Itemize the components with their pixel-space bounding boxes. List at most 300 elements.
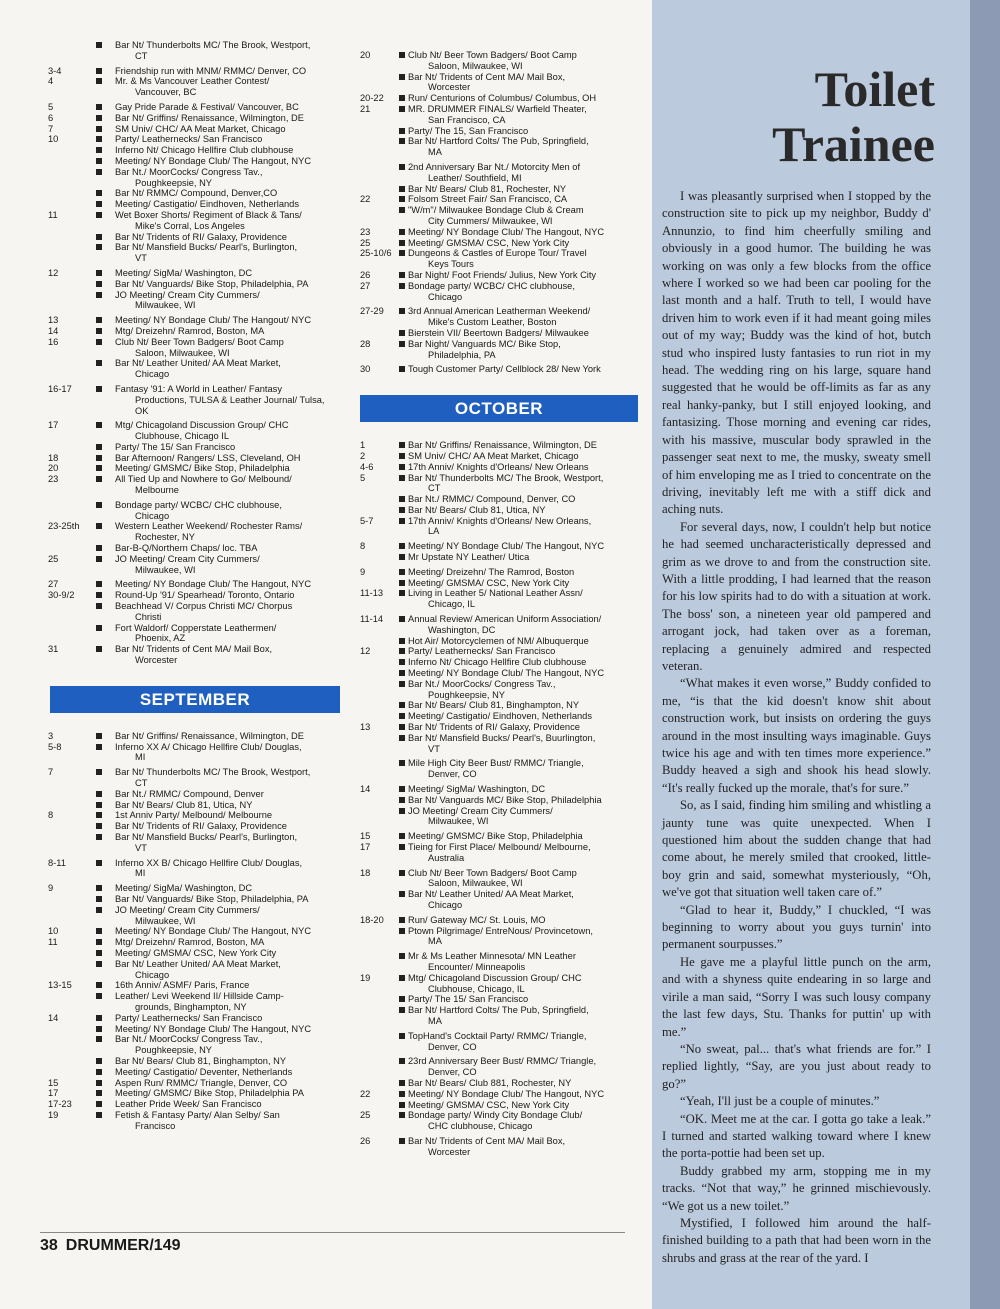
event-line: Mr Upstate NY Leather/ Utica (408, 552, 530, 563)
calendar-event (48, 959, 340, 981)
event-text (115, 474, 340, 496)
event-line: Wet Boxer Shorts/ Regiment of Black & Tans/ (115, 209, 302, 220)
event-text (115, 463, 340, 474)
event-text (408, 951, 638, 973)
event-text (408, 238, 638, 249)
story-title (700, 62, 935, 172)
calendar-event (48, 76, 340, 98)
event-text (408, 1100, 638, 1111)
event-line: Bar Nt/ Leather United/ AA Meat Market, (408, 889, 574, 900)
event-line: 17th Anniv/ Knights d'Orleans/ New Orleans (408, 461, 589, 472)
event-text (408, 1005, 638, 1027)
event-line: 3rd Annual American Leatherman Weekend/ (408, 306, 591, 317)
event-text (115, 926, 340, 937)
event-text (115, 124, 340, 135)
event-text (408, 657, 638, 668)
event-text (408, 1089, 638, 1100)
bullet-icon (399, 138, 405, 144)
event-line: Meeting/ NY Bondage Club/ The Hangout, NYC (115, 155, 312, 166)
event-line: All Tied Up and Nowhere to Go/ Melbound/ (115, 474, 292, 485)
event-text (115, 279, 340, 290)
calendar-event (48, 800, 340, 811)
bullet-icon (399, 808, 405, 814)
event-text (408, 889, 638, 911)
bullet-icon (96, 476, 102, 482)
event-date: 11 (48, 209, 58, 220)
event-text (408, 552, 638, 563)
event-line: Mr. & Ms Vancouver Leather Contest/ (115, 76, 270, 87)
bullet-icon (96, 982, 102, 988)
event-text (115, 76, 340, 98)
event-text (408, 795, 638, 806)
event-line: Party/ Leathernecks/ San Francisco (408, 646, 556, 657)
event-text (408, 126, 638, 137)
event-line: Meeting/ NY Bondage Club/ The Hangout, NYC (408, 1088, 605, 1099)
calendar-event (48, 1013, 340, 1024)
event-text (115, 905, 340, 927)
bullet-icon (399, 554, 405, 560)
event-line: Bar Night/ Foot Friends/ Julius, New York City (408, 269, 597, 280)
bullet-icon (96, 190, 102, 196)
bullet-icon (399, 128, 405, 134)
bullet-icon (399, 95, 405, 101)
bullet-icon (96, 556, 102, 562)
calendar-event (48, 1067, 340, 1078)
event-text (408, 679, 638, 701)
event-date: 13 (360, 722, 371, 733)
event-text (115, 1088, 340, 1099)
bullet-icon (96, 950, 102, 956)
event-line: Mr & Ms Leather Minnesota/ MN Leather (408, 951, 576, 962)
event-line: Fort Waldorf/ Copperstate Leathermen/ (115, 622, 277, 633)
bullet-icon (399, 1007, 405, 1013)
event-line: MR. DRUMMER FINALS/ Warfield Theater, (408, 103, 587, 114)
event-date: 26 (360, 1135, 371, 1146)
calendar-event (360, 831, 638, 842)
bullet-icon (399, 196, 405, 202)
bullet-icon (96, 592, 102, 598)
calendar-event (48, 442, 340, 453)
event-text (115, 991, 340, 1013)
bullet-icon (96, 1058, 102, 1064)
event-line: Bar Nt/ Tridents of Cent MA/ Mail Box, (115, 644, 273, 655)
event-line-continued: Mike's Corral, Los Angeles (135, 220, 245, 231)
bullet-icon (399, 518, 405, 524)
event-line: Leather/ Levi Weekend II/ Hillside Camp- (115, 991, 284, 1002)
event-line: Aspen Run/ RMMC/ Triangle, Denver, CO (115, 1077, 288, 1088)
bullet-icon (96, 603, 102, 609)
event-line: Bar Nt./ RMMC/ Compound, Denver (115, 788, 264, 799)
page-edge (970, 0, 1000, 1309)
event-date: 27-29 (360, 306, 384, 317)
calendar-event (360, 462, 638, 473)
event-text (408, 668, 638, 679)
event-line: Bar Nt./ MoorCocks/ Congress Tav., (115, 1034, 263, 1045)
event-line: Bondage party/ WCBC/ CHC clubhouse, (115, 499, 282, 510)
calendar-event (360, 733, 638, 755)
event-line: Meeting/ GMSMC/ Bike Stop, Philadelphia (408, 831, 583, 842)
event-line: Bar Nt/ Bears/ Club 81, Binghampton, NY (115, 1055, 287, 1066)
bullet-icon (399, 724, 405, 730)
event-line-continued: Keys Tours (428, 259, 474, 270)
event-text (115, 543, 340, 554)
event-text (115, 40, 340, 62)
event-line-continued: Milwaukee, WI (135, 564, 196, 575)
event-line: Meeting/ Dreizehn/ The Ramrod, Boston (408, 566, 575, 577)
calendar-event (48, 40, 340, 62)
bullet-icon (399, 52, 405, 58)
bullet-icon (96, 104, 102, 110)
bullet-icon (399, 670, 405, 676)
event-line: Bar Nt./ MoorCocks/ Congress Tav., (115, 166, 263, 177)
story-paragraph: For several days, now, I couldn't help but notice he had seemed uncharacteristically depressed and grim as we drove to and from the construction site. With a little prodding, I had learned that the reason for his low spirits had to do with a situation at work. The boss' son, a nineteen year old pampered and arrogant jock, had taken over as a foreman, replacing a genuinely admired and respected veteran. (662, 519, 931, 673)
event-line: "W/m"/ Milwaukee Bondage Club & Cream (408, 205, 584, 216)
event-line: Club Nt/ Beer Town Badgers/ Boot Camp (115, 336, 284, 347)
event-text (115, 858, 340, 880)
calendar-event (360, 270, 638, 281)
calendar-event (360, 994, 638, 1005)
event-text (408, 831, 638, 842)
event-line: Inferno XX B/ Chicago Hellfire Club/ Douglas, (115, 857, 303, 868)
calendar-event (48, 926, 340, 937)
bullet-icon (96, 234, 102, 240)
event-line-continued: VT (135, 253, 147, 264)
calendar-event (360, 440, 638, 451)
calendar-event (48, 832, 340, 854)
event-line-continued: Leather/ Southfield, MI (428, 172, 522, 183)
calendar-event (360, 516, 638, 538)
event-date: 23 (48, 474, 59, 485)
bullet-icon (96, 896, 102, 902)
event-date: 18 (360, 867, 371, 878)
bullet-icon (96, 317, 102, 323)
event-text (408, 136, 638, 158)
event-line: Bar Nt/ Griffins/ Renaissance, Wilmington, DE (408, 440, 597, 451)
event-line: Bar Nt/ Bears/ Club 81, Utica, NY (408, 504, 546, 515)
event-text (115, 134, 340, 145)
event-line: Annual Review/ American Uniform Association/ (408, 614, 602, 625)
bullet-icon (399, 1138, 405, 1144)
event-line: Meeting/ GMSMA/ CSC, New York City (115, 947, 277, 958)
event-text (115, 232, 340, 243)
event-date: 3 (48, 730, 54, 741)
event-date: 3-4 (48, 65, 62, 76)
event-date: 4-6 (360, 461, 374, 472)
page-footer (40, 1237, 180, 1255)
bullet-icon (399, 616, 405, 622)
calendar-event (360, 328, 638, 339)
event-line-continued: CT (135, 778, 148, 789)
event-line-continued: LA (428, 526, 440, 537)
calendar-event (48, 991, 340, 1013)
event-text (115, 623, 340, 645)
bullet-icon (399, 681, 405, 687)
october-event-list (360, 440, 638, 1157)
bullet-icon (96, 581, 102, 587)
bullet-icon (399, 996, 405, 1002)
event-line: Bar Nt/ Bears/ Club 81, Utica, NY (115, 799, 253, 810)
calendar-column-middle (360, 50, 638, 1158)
calendar-event (48, 167, 340, 189)
event-line-continued: Milwaukee, WI (428, 816, 489, 827)
story-paragraph: “No sweat, pal... that's what friends are for.” I replied lightly, “Say, are you just about ready to go?” (662, 1041, 931, 1091)
event-text (408, 578, 638, 589)
event-line: Fetish & Fantasy Party/ Alan Selby/ San (115, 1109, 280, 1120)
event-line-continued: Poughkeepsie, NY (428, 689, 506, 700)
event-line-continued: VT (428, 743, 440, 754)
event-text (115, 800, 340, 811)
calendar-event (48, 290, 340, 312)
calendar-event (360, 184, 638, 195)
event-line: Mtg/ Chicagoland Discussion Group/ CHC (408, 972, 582, 983)
bullet-icon (96, 465, 102, 471)
event-date: 9 (360, 566, 366, 577)
event-date: 23-25th (48, 521, 80, 532)
bullet-icon (399, 1033, 405, 1039)
event-text (408, 614, 638, 636)
event-text (115, 66, 340, 77)
event-text (408, 270, 638, 281)
calendar-event (48, 894, 340, 905)
calendar-event (360, 238, 638, 249)
event-line: Bar Nt/ Leather United/ AA Meat Market, (115, 958, 281, 969)
bullet-icon (399, 638, 405, 644)
event-text (115, 1067, 340, 1078)
event-text (115, 326, 340, 337)
event-line: Bar Nt/ Vanguards/ Bike Stop, Philadelphia, PA (115, 278, 309, 289)
bullet-icon (96, 115, 102, 121)
bullet-icon (399, 341, 405, 347)
event-text (115, 832, 340, 854)
event-date: 5-8 (48, 741, 62, 752)
event-line: Mtg/ Chicagoland Discussion Group/ CHC (115, 420, 289, 431)
calendar-event (360, 72, 638, 94)
calendar-event (360, 1078, 638, 1089)
event-line: Bierstein VII/ Beertown Badgers/ Milwaukee (408, 327, 589, 338)
event-text (408, 567, 638, 578)
event-date: 11-13 (360, 588, 384, 599)
event-line-continued: Christi (135, 611, 162, 622)
event-line-continued: Milwaukee, WI (135, 915, 196, 926)
event-date: 7 (48, 767, 54, 778)
event-text (408, 1056, 638, 1078)
event-date: 22 (360, 1088, 371, 1099)
event-text (115, 554, 340, 576)
bullet-icon (96, 360, 102, 366)
event-date: 21 (360, 103, 371, 114)
event-text (408, 306, 638, 328)
event-line: Mtg/ Dreizehn/ Ramrod, Boston, MA (115, 325, 265, 336)
story-paragraph: “Glad to hear it, Buddy,” I chuckled, “I was beginning to worry about you guys turnin' into permanent sourpusses.” (662, 902, 931, 952)
calendar-event (48, 124, 340, 135)
event-line: Bondage party/ Windy City Bondage Club/ (408, 1110, 583, 1121)
event-line: SM Univ/ CHC/ AA Meat Market, Chicago (115, 123, 286, 134)
event-text (115, 644, 340, 666)
calendar-event (360, 636, 638, 647)
calendar-event (360, 1005, 638, 1027)
event-line: Meeting/ GMSMA/ CSC, New York City (408, 1099, 570, 1110)
event-line: Inferno Nt/ Chicago Hellfire Club clubhouse (408, 657, 587, 668)
bullet-icon (96, 823, 102, 829)
event-text (115, 145, 340, 156)
event-text (115, 1099, 340, 1110)
event-date: 26 (360, 269, 371, 280)
event-line: Bar Nt/ Tridents of RI/ Galaxy, Providence (115, 821, 287, 832)
bullet-icon (399, 953, 405, 959)
calendar-event (360, 578, 638, 589)
event-date: 25 (48, 553, 59, 564)
event-text (115, 500, 340, 522)
event-line-continued: Mike's Custom Leather, Boston (428, 317, 557, 328)
event-date: 10 (48, 926, 59, 937)
calendar-event (360, 722, 638, 733)
bullet-icon (399, 760, 405, 766)
calendar-event (48, 905, 340, 927)
story-title-line-2: Trainee (772, 116, 935, 172)
event-date: 15 (48, 1077, 59, 1088)
bullet-icon (96, 834, 102, 840)
bullet-icon (96, 646, 102, 652)
event-text (115, 894, 340, 905)
calendar-event (48, 883, 340, 894)
calendar-column-left (48, 40, 340, 1132)
calendar-event (48, 113, 340, 124)
event-text (408, 451, 638, 462)
bullet-icon (399, 366, 405, 372)
event-text (115, 731, 340, 742)
event-line: Meeting/ NY Bondage Club/ The Hangout, NYC (115, 926, 312, 937)
bullet-icon (399, 648, 405, 654)
bullet-icon (96, 625, 102, 631)
event-date: 14 (360, 784, 371, 795)
event-text (408, 758, 638, 780)
event-line-continued: MA (428, 147, 442, 158)
calendar-event (48, 315, 340, 326)
story-paragraph: “What makes it even worse,” Buddy confided to me, “is that the kid doesn't know shit about construction work, but insists on ordering the guys around in the most insulting ways imaginable. Guys twice his age and with ten times more experience.” Buddy heaved a sigh and shook his head slowly. “It's really fucked up the morale, that's for sure.” (662, 676, 931, 795)
event-line: Meeting/ GMSMC/ Bike Stop, Philadelphia (115, 463, 290, 474)
event-line-continued: Poughkeepsie, NY (135, 1045, 213, 1056)
calendar-event (360, 136, 638, 158)
calendar-event (48, 731, 340, 742)
event-line-continued: Chicago, IL (428, 599, 476, 610)
bullet-icon (399, 507, 405, 513)
event-line-continued: Worcester (135, 655, 178, 666)
bullet-icon (399, 186, 405, 192)
event-line-continued: Poughkeepsie, NY (135, 177, 213, 188)
event-line: Party/ The 15/ San Francisco (115, 441, 236, 452)
bullet-icon (399, 928, 405, 934)
calendar-event (48, 858, 340, 880)
event-date: 1 (360, 440, 366, 451)
event-line-continued: Chicago (428, 291, 463, 302)
bullet-icon (96, 42, 102, 48)
calendar-event (48, 1088, 340, 1099)
event-date: 17-23 (48, 1099, 72, 1110)
bullet-icon (96, 928, 102, 934)
event-line: Run/ Centurions of Columbus/ Columbus, OH (408, 93, 597, 104)
bullet-icon (399, 917, 405, 923)
bullet-icon (399, 735, 405, 741)
event-line: Party/ The 15, San Francisco (408, 125, 529, 136)
calendar-event (360, 806, 638, 828)
bullet-icon (399, 702, 405, 708)
event-line-continued: Chicago (135, 969, 170, 980)
bullet-icon (399, 797, 405, 803)
event-text (115, 521, 340, 543)
calendar-event (360, 1056, 638, 1078)
event-line: Fantasy '91: A World in Leather/ Fantasy (115, 383, 282, 394)
calendar-event (48, 102, 340, 113)
event-date: 13-15 (48, 980, 72, 991)
event-text (115, 113, 340, 124)
event-text (408, 93, 638, 104)
event-line-continued: MI (135, 752, 146, 763)
event-line: Club Nt/ Beer Town Badgers/ Boot Camp (408, 50, 577, 60)
event-line: 16th Anniv/ ASMF/ Paris, France (115, 980, 250, 991)
bullet-icon (399, 580, 405, 586)
event-date: 4 (48, 76, 54, 87)
event-line: Bar Nt/ Griffins/ Renaissance, Wilmington, DE (115, 112, 304, 123)
calendar-event (360, 364, 638, 375)
calendar-event (48, 623, 340, 645)
event-line-continued: Encounter/ Minneapolis (428, 961, 526, 972)
bullet-icon (96, 270, 102, 276)
calendar-event (360, 1100, 638, 1111)
event-line: Meeting/ GMSMA/ CSC, New York City (408, 577, 570, 588)
calendar-event (48, 1056, 340, 1067)
event-line: JO Meeting/ Cream City Cummers/ (115, 289, 260, 300)
event-text (408, 1110, 638, 1132)
event-text (115, 156, 340, 167)
calendar-event (360, 915, 638, 926)
calendar-event (360, 668, 638, 679)
event-line-continued: MI (135, 868, 146, 879)
calendar-event (48, 1078, 340, 1089)
event-line: Inferno Nt/ Chicago Hellfire Club clubhouse (115, 145, 294, 156)
calendar-event (48, 326, 340, 337)
calendar-event (360, 1136, 638, 1158)
event-text (115, 883, 340, 894)
event-line-continued: grounds, Binghampton, NY (135, 1001, 247, 1012)
event-text (115, 789, 340, 800)
calendar-event (360, 679, 638, 701)
calendar-event (48, 1034, 340, 1056)
bullet-icon (399, 975, 405, 981)
bullet-icon (399, 590, 405, 596)
event-line: Gay Pride Parade & Festival/ Vancouver, BC (115, 101, 299, 112)
bullet-icon (399, 496, 405, 502)
event-date: 9 (48, 883, 54, 894)
event-line: Bar Nt/ Thunderbolts MC/ The Brook, Westport, (115, 767, 311, 778)
bullet-icon (399, 475, 405, 481)
bullet-icon (96, 422, 102, 428)
calendar-event (48, 1099, 340, 1110)
event-date: 17 (48, 420, 59, 431)
calendar-event (360, 494, 638, 505)
event-text (115, 290, 340, 312)
calendar-event (360, 567, 638, 578)
event-date: 14 (48, 1012, 59, 1023)
bullet-icon (96, 885, 102, 891)
bullet-icon (399, 543, 405, 549)
bullet-icon (96, 812, 102, 818)
bullet-icon (96, 1112, 102, 1118)
event-text (115, 590, 340, 601)
event-text (408, 184, 638, 195)
event-date: 13 (48, 315, 59, 326)
bullet-icon (96, 961, 102, 967)
event-text (408, 868, 638, 890)
